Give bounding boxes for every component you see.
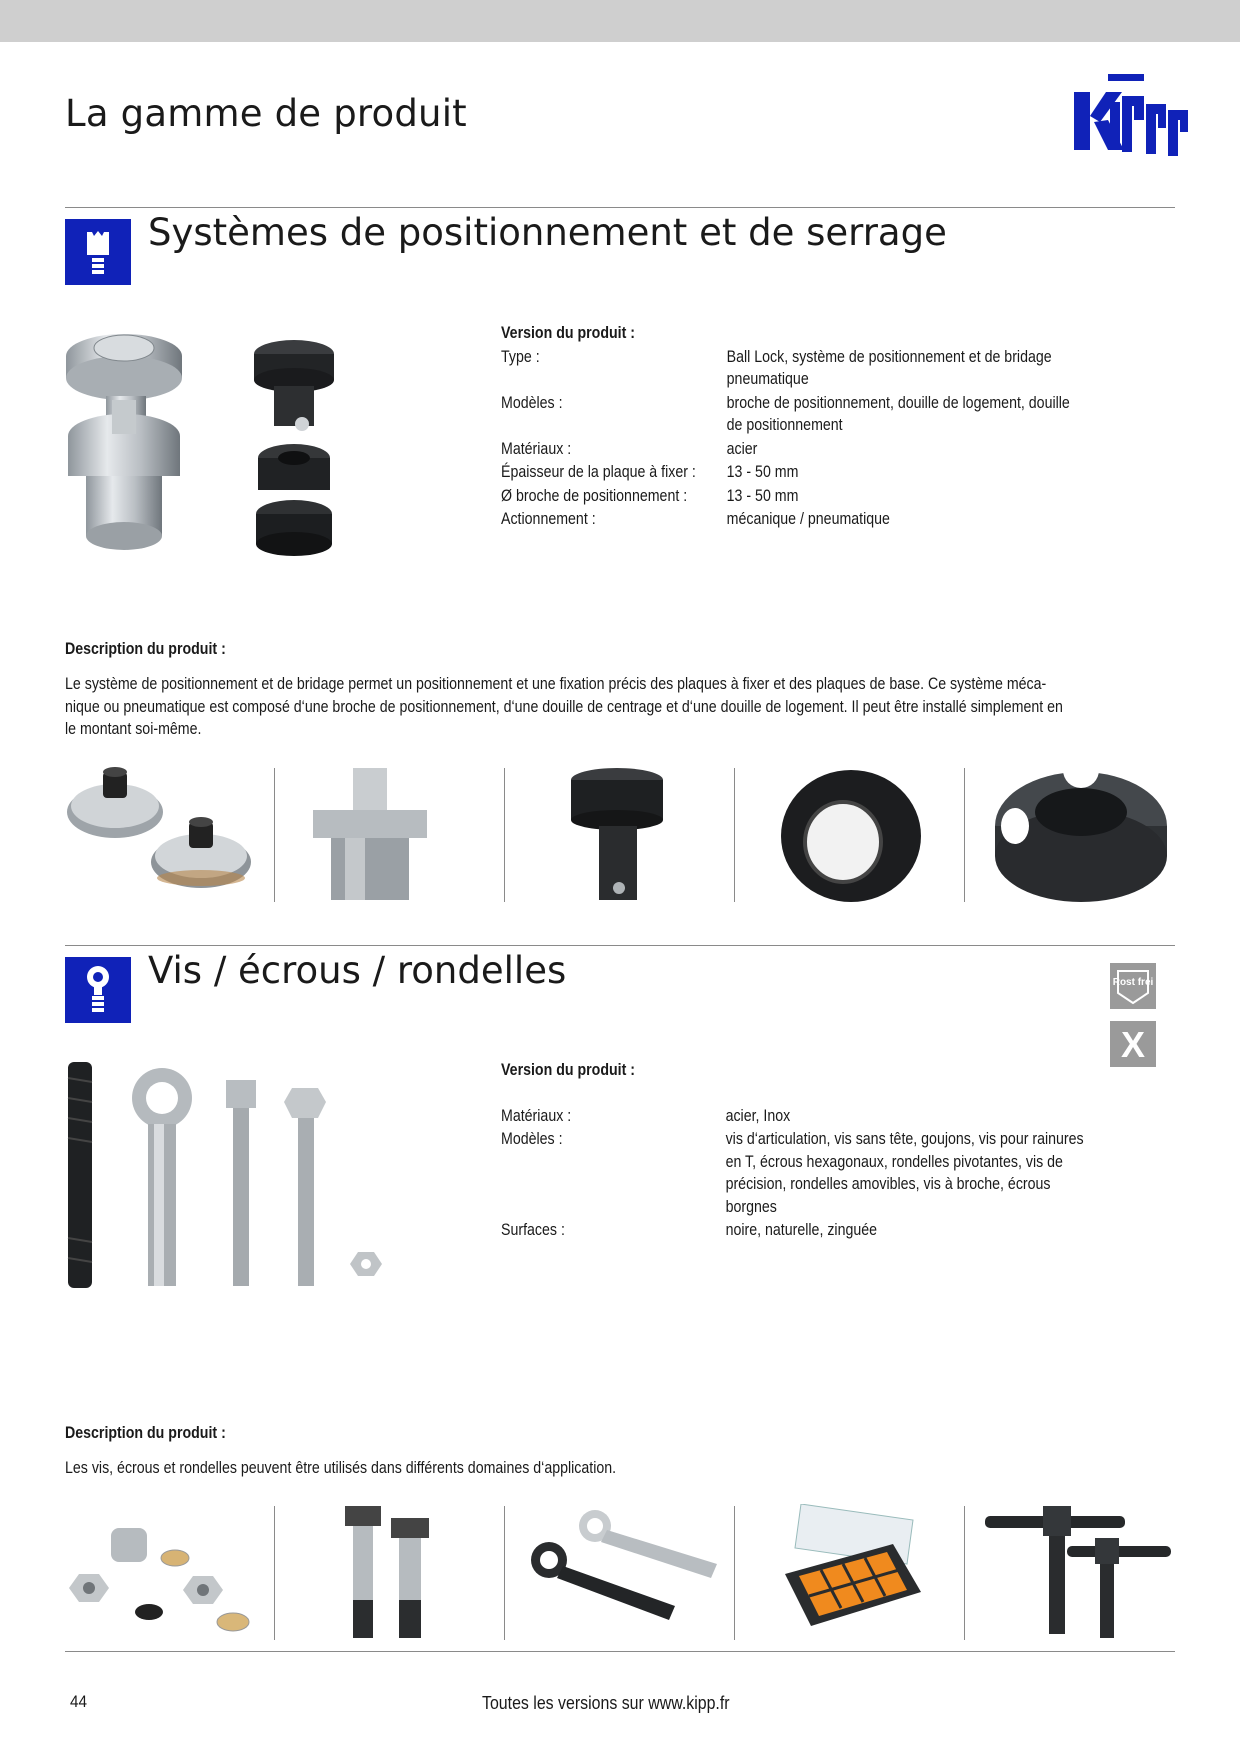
gallery-image-knurled-pin [565, 766, 795, 906]
description-text: Les vis, écrous et rondelles peuvent être utilisés dans différents domaines d‘application. [65, 1459, 617, 1477]
product-gallery [65, 1504, 1175, 1644]
spec-label: Ø broche de positionnement : [501, 486, 688, 505]
gallery-image-ball-lock-receivers [65, 766, 295, 906]
product-image-positioning-pin [250, 336, 340, 556]
rust-free-badge [1110, 963, 1156, 1009]
description-header: Description du produit : [65, 640, 226, 658]
kipp-logo [1070, 74, 1190, 166]
product-image-mounting-sleeves [62, 318, 252, 558]
clamping-pin-icon [65, 219, 131, 285]
gallery-image-nuts-washers [65, 1504, 295, 1644]
product-spec-block [501, 1059, 1086, 1243]
spec-value: 13 - 50 mm [726, 463, 799, 481]
gallery-divider [734, 768, 735, 902]
spec-table [501, 346, 1086, 532]
spec-value: mécanique / pneumatique [726, 510, 890, 528]
spec-value: noire, naturelle, zinguée [725, 1221, 878, 1239]
spec-row [501, 438, 1086, 462]
rust-free-badge-text: Rost frei [1112, 977, 1154, 988]
spec-label: Modèles : [501, 1130, 563, 1148]
gallery-image-slotted-bushing [993, 766, 1223, 906]
page-number: 44 [70, 1692, 88, 1711]
spec-value: 13 - 50 mm [726, 486, 799, 505]
x-badge [1110, 1021, 1156, 1067]
spec-label: Épaisseur de la plaque à fixer : [501, 463, 696, 481]
divider [65, 1651, 1175, 1652]
gallery-image-receiver-bushing [305, 766, 535, 906]
divider [65, 207, 1175, 208]
gallery-image-t-handle-tools [983, 1504, 1213, 1644]
spec-label: Surfaces : [501, 1221, 565, 1239]
product-spec-block [501, 322, 1086, 532]
gallery-divider [274, 1506, 275, 1640]
description-header: Description du produit : [65, 1424, 226, 1442]
gallery-divider [504, 768, 505, 902]
spec-value: acier, Inox [725, 1106, 791, 1125]
gallery-divider [274, 768, 275, 902]
product-image-screws [62, 1058, 392, 1294]
spec-label: Matériaux : [501, 439, 572, 458]
spec-row [501, 392, 1086, 438]
spec-value: Ball Lock, système de positionnement et de bridage pneumatique [726, 347, 1052, 388]
gallery-image-black-ring [777, 766, 1007, 906]
spec-row [501, 1219, 1086, 1243]
spec-header: Version du produit : [501, 324, 636, 342]
spec-label: Actionnement : [501, 510, 596, 528]
spec-label: Type : [501, 347, 540, 366]
spec-value: broche de positionnement, douille de logement, douille de positionnement [726, 393, 1070, 434]
section-title: Vis / écrous / rondelles [148, 949, 567, 992]
gallery-image-assortment-box [783, 1504, 1013, 1644]
spec-row [501, 1105, 1086, 1129]
page-title: La gamme de produit [65, 92, 467, 135]
spec-row [501, 461, 1086, 485]
description-text: Le système de positionnement et de bridage permet un positionnement et une fixation précis des plaques à fixer et des plaques de base. Ce système méca- nique ou pneumatique est composé d‘une broche de positionnement, d‘une douille de centrage et d‘une douille de logement. Il peut être installé simplement en le montant soi-même. [65, 675, 1063, 738]
footer-link-text: Toutes les versions sur www.kipp.fr [482, 1692, 730, 1713]
spec-table [501, 1105, 1086, 1243]
spec-label: Matériaux : [501, 1106, 572, 1125]
gallery-image-eye-bolts [525, 1504, 755, 1644]
gallery-divider [964, 1506, 965, 1640]
top-bar [0, 0, 1240, 42]
spec-header: Version du produit : [501, 1061, 636, 1079]
product-gallery [65, 766, 1175, 906]
spec-value: acier [726, 439, 758, 458]
spec-row [501, 1128, 1086, 1219]
gallery-divider [964, 768, 965, 902]
spec-label: Modèles : [501, 393, 563, 412]
spec-row [501, 485, 1086, 509]
spec-row [501, 346, 1086, 392]
eye-bolt-icon [65, 957, 131, 1023]
spec-value: vis d‘articulation, vis sans tête, goujons, vis pour rainures en T, écrous hexagonaux, rondelles pivotantes, vis de précision, rondelles amovibles, vis à broche, écrous borgnes [725, 1130, 1084, 1216]
spec-row [501, 508, 1086, 532]
x-badge-text: X [1120, 1024, 1146, 1065]
gallery-divider [504, 1506, 505, 1640]
section-title: Systèmes de positionnement et de serrage [148, 211, 947, 254]
gallery-divider [734, 1506, 735, 1640]
divider [65, 945, 1175, 946]
